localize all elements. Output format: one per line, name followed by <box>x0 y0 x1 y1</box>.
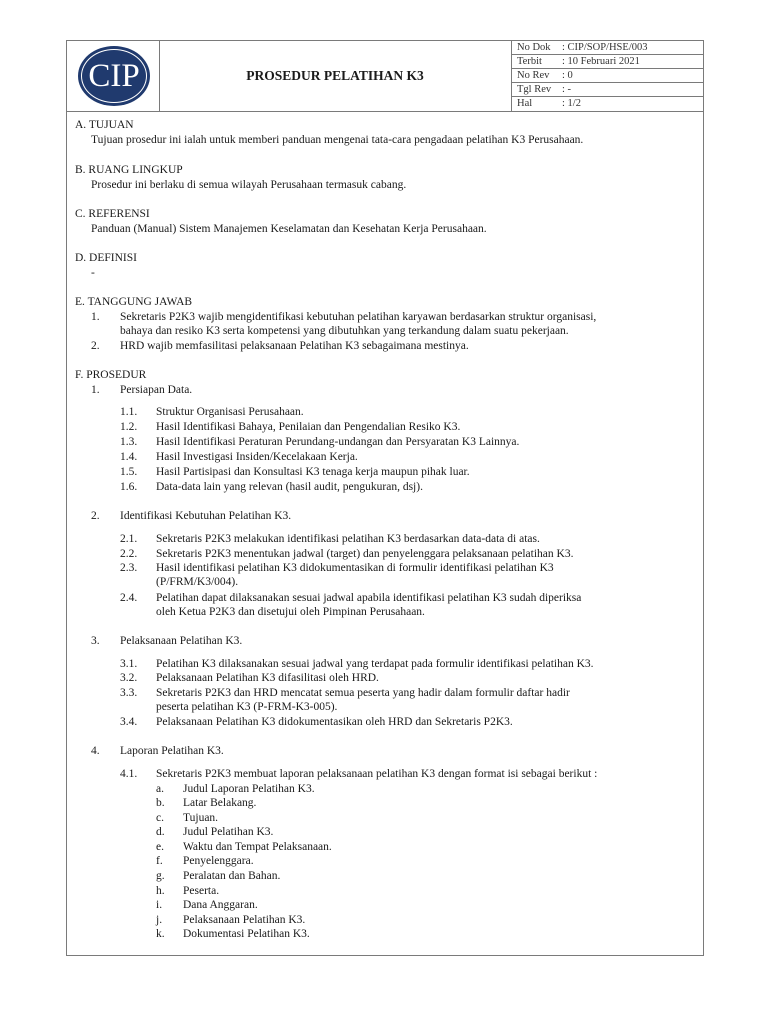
section-heading-prosedur: F. PROSEDUR <box>75 369 147 381</box>
meta-row-no-rev <box>512 69 704 83</box>
section-heading-definisi: D. DEFINISI <box>75 252 137 264</box>
meta-row-hal <box>512 97 704 110</box>
letter-marker: e. <box>156 841 164 853</box>
step-title: Laporan Pelatihan K3. <box>120 745 224 757</box>
section-text-tujuan: Tujuan prosedur ini ialah untuk memberi panduan mengenai tata-cara pengadaan pelatihan K3 Perusahaan. <box>91 134 584 146</box>
step-title: Persiapan Data. <box>120 384 193 396</box>
sub-item-text: Sekretaris P2K3 melakukan identifikasi pelatihan K3 berdasarkan data-data di atas. <box>156 533 540 545</box>
meta-label: No Rev <box>517 70 550 81</box>
step-number: 3. <box>91 635 100 647</box>
sub-item-text: Pelatihan dapat dilaksanakan sesuai jadwal apabila identifikasi pelatihan K3 sudah diperiksa <box>156 592 582 604</box>
letter-marker: g. <box>156 870 165 882</box>
logo-cell <box>67 41 160 111</box>
sub-item-text: Hasil Partisipasi dan Konsultasi K3 tenaga kerja maupun pihak luar. <box>156 466 470 478</box>
sub-item-text: Hasil Identifikasi Peraturan Perundang-undangan dan Persyaratan K3 Lainnya. <box>156 436 520 448</box>
letter-item-text: Tujuan. <box>183 812 219 824</box>
section-text-definisi: - <box>91 267 95 279</box>
sub-item-text: Pelaksanaan Pelatihan K3 difasilitasi oleh HRD. <box>156 672 379 684</box>
sub-number: 1.3. <box>120 436 138 448</box>
letter-item-text: Waktu dan Tempat Pelaksanaan. <box>183 841 332 853</box>
sub-item-text: Hasil identifikasi pelatihan K3 didokumentasikan di formulir identifikasi pelatihan K3 <box>156 562 554 574</box>
sub-number: 2.4. <box>120 592 138 604</box>
section-heading-ruang-lingkup: B. RUANG LINGKUP <box>75 164 183 176</box>
section-heading-tanggung-jawab: E. TANGGUNG JAWAB <box>75 296 193 308</box>
sub-number: 2.1. <box>120 533 138 545</box>
sub-number: 3.1. <box>120 658 138 670</box>
list-item-text: Sekretaris P2K3 wajib mengidentifikasi kebutuhan pelatihan karyawan berdasarkan struktur organisasi, <box>120 311 597 323</box>
sub-number: 1.5. <box>120 466 138 478</box>
sub-item-text: oleh Ketua P2K3 dan disetujui oleh Pimpinan Perusahaan. <box>156 606 425 618</box>
meta-row-tgl-rev <box>512 83 704 97</box>
step-title: Pelaksanaan Pelatihan K3. <box>120 635 243 647</box>
document-title: PROSEDUR PELATIHAN K3 <box>246 68 424 83</box>
meta-row-no-dok <box>512 41 704 55</box>
sub-number: 1.4. <box>120 451 138 463</box>
letter-item-text: Peserta. <box>183 885 220 897</box>
letter-item-text: Peralatan dan Bahan. <box>183 870 281 882</box>
meta-value: : 1/2 <box>562 98 581 109</box>
section-text-ruang-lingkup: Prosedur ini berlaku di semua wilayah Perusahaan termasuk cabang. <box>91 179 407 191</box>
sub-number: 4.1. <box>120 768 138 780</box>
meta-label: Tgl Rev <box>517 84 552 95</box>
letter-marker: h. <box>156 885 165 897</box>
list-number: 1. <box>91 311 100 323</box>
meta-label: No Dok <box>517 42 551 53</box>
section-heading-referensi: C. REFERENSI <box>75 208 150 220</box>
letter-marker: i. <box>156 899 163 911</box>
letter-marker: a. <box>156 783 164 795</box>
logo-text: CIP <box>88 58 140 94</box>
meta-value: : 10 Februari 2021 <box>562 56 640 67</box>
sub-number: 1.6. <box>120 481 138 493</box>
document-header <box>67 41 703 112</box>
step-number: 4. <box>91 745 100 757</box>
section-heading-tujuan: A. TUJUAN <box>75 119 134 131</box>
list-number: 2. <box>91 340 100 352</box>
letter-item-text: Judul Pelatihan K3. <box>183 826 274 838</box>
letter-marker: k. <box>156 928 165 940</box>
letter-marker: j. <box>156 914 163 926</box>
sub-number: 2.2. <box>120 548 138 560</box>
sub-item-text: Struktur Organisasi Perusahaan. <box>156 406 304 418</box>
meta-label: Terbit <box>517 56 542 67</box>
step-number: 2. <box>91 510 100 522</box>
letter-item-text: Penyelenggara. <box>183 855 254 867</box>
document-meta-table <box>511 41 704 111</box>
list-item-text: HRD wajib memfasilitasi pelaksanaan Pelatihan K3 sebagaimana mestinya. <box>120 340 469 352</box>
letter-marker: b. <box>156 797 165 809</box>
step-number: 1. <box>91 384 100 396</box>
letter-item-text: Judul Laporan Pelatihan K3. <box>183 783 315 795</box>
sub-item-text: Sekretaris P2K3 menentukan jadwal (target) dan penyelenggara pelaksanaan pelatihan K3. <box>156 548 574 560</box>
letter-item-text: Dokumentasi Pelatihan K3. <box>183 928 310 940</box>
sub-item-text: Data-data lain yang relevan (hasil audit, pengukuran, dsj). <box>156 481 423 493</box>
sub-item-text: Pelatihan K3 dilaksanakan sesuai jadwal yang terdapat pada formulir identifikasi pelatihan K3. <box>156 658 594 670</box>
document-page <box>66 40 704 956</box>
meta-value: : - <box>562 84 572 95</box>
sub-number: 1.1. <box>120 406 138 418</box>
sub-item-text: Sekretaris P2K3 dan HRD mencatat semua peserta yang hadir dalam formulir daftar hadir <box>156 687 570 699</box>
letter-item-text: Dana Anggaran. <box>183 899 258 911</box>
meta-row-terbit <box>512 55 704 69</box>
letter-marker: f. <box>156 855 163 867</box>
sub-item-text: peserta pelatihan K3 (P-FRM-K3-005). <box>156 701 338 713</box>
section-text-referensi: Panduan (Manual) Sistem Manajemen Keselamatan dan Kesehatan Kerja Perusahaan. <box>91 223 487 235</box>
company-logo <box>78 46 150 106</box>
title-cell <box>159 41 511 111</box>
sub-item-text: Hasil Investigasi Insiden/Kecelakaan Kerja. <box>156 451 358 463</box>
letter-item-text: Latar Belakang. <box>183 797 257 809</box>
sub-number: 3.2. <box>120 672 138 684</box>
meta-value: : CIP/SOP/HSE/003 <box>562 42 648 53</box>
sub-number: 2.3. <box>120 562 138 574</box>
sub-number: 1.2. <box>120 421 138 433</box>
sub-item-text: (P/FRM/K3/004). <box>156 576 239 588</box>
letter-marker: c. <box>156 812 164 824</box>
sub-number: 3.3. <box>120 687 138 699</box>
letter-item-text: Pelaksanaan Pelatihan K3. <box>183 914 306 926</box>
list-item-text: bahaya dan resiko K3 serta kompetensi yang dibutuhkan yang terkandung dalam suatu pekerjaan. <box>120 325 569 337</box>
meta-label: Hal <box>517 98 533 109</box>
sub-item-text: Hasil Identifikasi Bahaya, Penilaian dan Pengendalian Resiko K3. <box>156 421 461 433</box>
meta-value: : 0 <box>562 70 573 81</box>
sub-number: 3.4. <box>120 716 138 728</box>
sub-item-text: Sekretaris P2K3 membuat laporan pelaksanaan pelatihan K3 dengan format isi sebagai berikut : <box>156 768 598 780</box>
sub-item-text: Pelaksanaan Pelatihan K3 didokumentasikan oleh HRD dan Sekretaris P2K3. <box>156 716 513 728</box>
step-title: Identifikasi Kebutuhan Pelatihan K3. <box>120 510 292 522</box>
letter-marker: d. <box>156 826 165 838</box>
